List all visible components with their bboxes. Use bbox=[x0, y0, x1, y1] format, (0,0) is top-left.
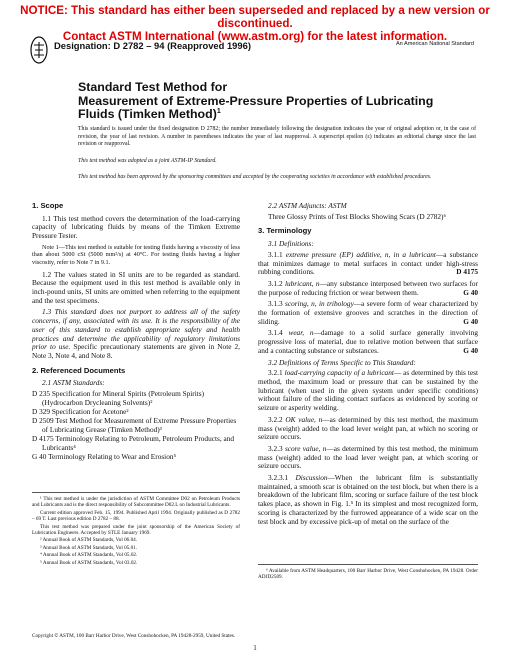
left-footnotes bbox=[32, 492, 240, 567]
astm-logo-icon bbox=[30, 36, 48, 64]
left-column bbox=[32, 198, 240, 462]
section-scope-heading: 1. Scope bbox=[32, 201, 64, 210]
notice-line-2: Contact ASTM International (www.astm.org) for the latest information. bbox=[62, 30, 448, 43]
approval-note: This test method has been approved by the sponsoring committees and accepted by the cooperating societies in accordance with established procedures. bbox=[78, 174, 432, 180]
definition-3-2-3 bbox=[258, 445, 478, 471]
def-text: —When the lubricant film is substantially maintained, a smooth scar is obtained on the test block, but when there is a breakdown of the lubricant film, scoring or surface failure of the test block takes place, as shown in Fig. 1.⁵ In its simplest and most recognized form, scoring is characterized by the furrowed appearance of a wide scar on the test block and by excessive pick-up of metal on the surface of the bbox=[258, 473, 478, 526]
issuance-statement: This standard is issued under the fixed designation D 2782; the number immediately following the designation indicates the year of original adoption or, in the case of revision, the year of last revision. A number in parentheses indicates the year of last reapproval. A superscript epsilon (ε) indicates an editorial change since the last revision or reapproval. bbox=[78, 126, 476, 148]
note-1: Note 1—This test method is suitable for testing fluids having a viscosity of less than about 5000 cSt (5000 mm²/s) at 40°C. For testing fluids having a higher viscosity, refer to Note 7 in 9.1. bbox=[32, 243, 240, 266]
section-referenced-documents-heading: 2. Referenced Documents bbox=[32, 365, 126, 375]
adoption-note: This test method was adopted as a joint ASTM-IP Standard. bbox=[78, 158, 217, 164]
definition-3-1-1 bbox=[258, 251, 478, 277]
right-column bbox=[258, 198, 478, 529]
title-line-3 bbox=[78, 108, 478, 122]
designation: Designation: D 2782 – 94 (Reapproved 1996) bbox=[54, 40, 251, 51]
specific-definitions-subheading: 3.2 Definitions of Terms Specific to This Standard: bbox=[268, 357, 416, 367]
def-text: —as determined by this test method, the maximum mass (weight) added to the load lever weight pan, at which no scoring or seizure occurs. bbox=[258, 414, 479, 442]
def-text: —any substance interposed between two surfaces for the purpose of reducing friction or wear between them. bbox=[258, 278, 478, 297]
para-1-2: 1.2 The values stated in SI units are to be regarded as standard. Because the equipment used in this test method is available only in inch-pound units, SI units are omitted when referring to the equipment and the test specimens. bbox=[32, 269, 240, 305]
def-number: 3.1.3 bbox=[268, 299, 285, 309]
reference-item: D 235 Specification for Mineral Spirits (Petroleum Spirits) (Hydrocarbon Drycleaning Solvents)² bbox=[32, 389, 205, 407]
copyright-line: Copyright © ASTM, 100 Barr Harbor Drive, West Conshohocken, PA 19428-2959, United States. bbox=[32, 633, 236, 639]
def-term: OK value, n bbox=[285, 414, 323, 424]
safety-statement: 1.3 This standard does not purport to address all of the safety concerns, if any, associated with its use. It is the responsibility of the user of this standard to establish appropriate safety and health practices and determine the applicability of regulatory limitations prior to use. bbox=[32, 307, 240, 352]
footnote: ³ Annual Book of ASTM Standards, Vol 05.01. bbox=[40, 544, 138, 551]
def-text: — as determined by this test method, the maximum load or pressure that can be sustained by the lubricant (when used in the given system under specific conditions) without failure of the sliding contact surfaces as evidenced by scoring or seizure or asperity welding. bbox=[258, 368, 479, 413]
supersede-notice bbox=[0, 4, 510, 43]
def-term: load-carrying capacity of a lubricant bbox=[284, 368, 394, 378]
footnote: Current edition approved Feb. 15, 1994. Published April 1994. Originally published as D 2782 – 69 T. Last previous edition D 2782 – 88. bbox=[32, 509, 240, 523]
reference-item: D 2509 Test Method for Measurement of Extreme Pressure Properties of Lubricating Grease (Timken Method)³ bbox=[32, 416, 237, 434]
def-term: wear, n bbox=[288, 328, 314, 338]
astm-standards-subheading: 2.1 ASTM Standards: bbox=[42, 378, 105, 388]
precaution-ref: Specific precautionary statements are given in Note 2, Note 3, Note 4, and Note 8. bbox=[32, 342, 240, 360]
def-number: 3.2.3.1 bbox=[268, 473, 296, 483]
def-text: —as determined by this test method, the minimum mass (weight) added to the load lever weight pan, at which scoring or seizure occurs. bbox=[258, 443, 478, 471]
definition-3-2-3-1 bbox=[258, 474, 478, 526]
definition-3-1-2 bbox=[258, 280, 478, 297]
reference-item: D 329 Specification for Acetone² bbox=[32, 406, 129, 416]
def-source-code: D 4175 bbox=[456, 267, 478, 277]
def-term: extreme pressure (EP) additive, n, in a lubricant bbox=[285, 249, 436, 259]
notice-line-1: NOTICE: This standard has either been superseded and replaced by a new version or discontinued. bbox=[20, 4, 490, 30]
title-line-3-text: Fluids (Timken Method) bbox=[78, 107, 217, 122]
astm-adjuncts-subheading: 2.2 ASTM Adjuncts: ASTM bbox=[268, 201, 347, 210]
title-line-2: Measurement of Extreme-Pressure Properties of Lubricating bbox=[78, 93, 434, 108]
def-term: lubricant, n bbox=[284, 278, 320, 288]
def-number: 3.2.1 bbox=[268, 368, 285, 378]
def-text: —damage to a solid surface generally involving progressive loss of material, due to relative motion between that surface and a contacting substance or substances. bbox=[258, 328, 478, 355]
right-footnote bbox=[258, 564, 478, 581]
reference-item: D 4175 Terminology Relating to Petroleum, Petroleum Products, and Lubricants⁴ bbox=[32, 434, 235, 452]
title-line-1: Standard Test Method for bbox=[78, 80, 228, 94]
title-footnote-ref: 1 bbox=[216, 108, 221, 116]
adjunct-item: Three Glossy Prints of Test Blocks Showing Scars (D 2782)⁶ bbox=[268, 211, 447, 221]
definition-3-1-3 bbox=[258, 300, 478, 326]
def-number: 3.1.2 bbox=[268, 278, 285, 288]
reference-item: G 40 Terminology Relating to Wear and Erosion⁵ bbox=[32, 451, 177, 461]
footnote: ¹ This test method is under the jurisdiction of ASTM Committee D02 on Petroleum Products and Lubricants and is the direct responsibility of Subcommittee D02.L on Industrial Lubricants. bbox=[32, 496, 240, 509]
definition-3-2-2 bbox=[258, 416, 478, 442]
definitions-subheading: 3.1 Definitions: bbox=[268, 239, 314, 249]
document-title bbox=[78, 81, 478, 122]
def-term: scoring, n, in tribology bbox=[285, 299, 354, 309]
def-text: —a severe form of wear characterized by the formation of extensive grooves and scratches in the direction of sliding. bbox=[258, 299, 479, 326]
def-source-code: G 40 bbox=[463, 345, 478, 355]
def-number: 3.2.3 bbox=[268, 443, 285, 453]
def-number: 3.2.2 bbox=[268, 414, 286, 424]
def-text: —a substance that minimizes damage to metal surfaces in contact under high-stress rubbing conditions. bbox=[258, 249, 478, 277]
american-national-standard-label: An American National Standard bbox=[395, 41, 474, 47]
def-term: score value, n bbox=[284, 443, 327, 453]
def-number: 3.1.4 bbox=[268, 328, 289, 338]
def-source-code: G 40 bbox=[463, 287, 478, 297]
footnote: ⁴ Annual Book of ASTM Standards, Vol 05.02. bbox=[40, 552, 138, 559]
section-terminology-heading: 3. Terminology bbox=[258, 226, 312, 236]
definition-3-2-1 bbox=[258, 369, 478, 413]
definition-3-1-4 bbox=[258, 329, 478, 355]
para-1-3 bbox=[32, 308, 240, 360]
def-number: 3.1.1 bbox=[268, 249, 286, 259]
footnote: ⁵ Annual Book of ASTM Standards, Vol 03.02. bbox=[40, 559, 138, 566]
footnote: This test method was prepared under the joint sponsorship of the American Society of Lubrication Engineers. Accepted by STLE January 1969. bbox=[32, 523, 240, 537]
footnote: ⁶ Available from ASTM Headquarters, 100 Barr Harbor Drive, West Conshohocken, PA 19428. Order ADJD2509. bbox=[258, 568, 478, 581]
para-1-1: 1.1 This test method covers the determination of the load-carrying capacity of lubricating fluids by means of the Timken Extreme Pressure Tester. bbox=[32, 213, 240, 241]
footnote: ² Annual Book of ASTM Standards, Vol 06.04. bbox=[40, 537, 138, 544]
page-number: 1 bbox=[253, 644, 257, 652]
def-term: Discussion bbox=[295, 473, 328, 483]
def-source-code: G 40 bbox=[463, 316, 478, 326]
